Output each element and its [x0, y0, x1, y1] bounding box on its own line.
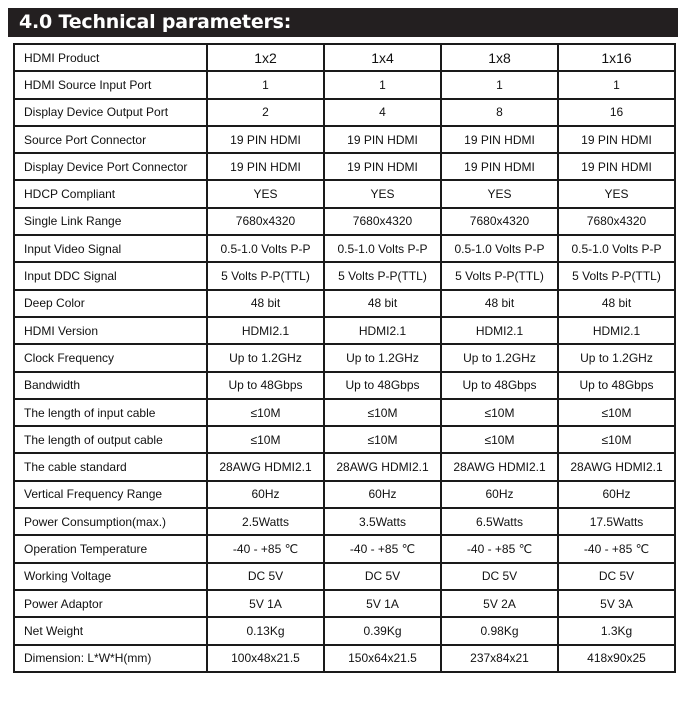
parameter-value: 28AWG HDMI2.1 [207, 453, 324, 480]
parameter-label: Operation Temperature [14, 535, 207, 562]
parameter-value: -40 - +85 ℃ [207, 535, 324, 562]
parameter-value: 1 [441, 71, 558, 98]
product-model-header: 1x16 [558, 44, 675, 71]
parameter-label: HDMI Source Input Port [14, 71, 207, 98]
parameter-value: 28AWG HDMI2.1 [441, 453, 558, 480]
parameter-value: HDMI2.1 [324, 317, 441, 344]
parameter-label: Deep Color [14, 290, 207, 317]
parameter-value: 17.5Watts [558, 508, 675, 535]
parameter-label: The length of output cable [14, 426, 207, 453]
parameter-label: Bandwidth [14, 372, 207, 399]
parameter-value: YES [558, 180, 675, 207]
table-row [14, 399, 675, 426]
parameter-label: Display Device Port Connector [14, 153, 207, 180]
parameter-value: 3.5Watts [324, 508, 441, 535]
parameter-value: 100x48x21.5 [207, 645, 324, 672]
parameter-value: 0.13Kg [207, 617, 324, 644]
product-model-header: 1x4 [324, 44, 441, 71]
parameter-value: 48 bit [207, 290, 324, 317]
parameter-value: 8 [441, 99, 558, 126]
table-row [14, 71, 675, 98]
parameter-value: ≤10M [207, 399, 324, 426]
table-header-row [14, 44, 675, 71]
parameter-label: Dimension: L*W*H(mm) [14, 645, 207, 672]
product-model-header: 1x8 [441, 44, 558, 71]
parameter-value: 6.5Watts [441, 508, 558, 535]
parameter-value: HDMI2.1 [207, 317, 324, 344]
table-row [14, 563, 675, 590]
parameter-label: Power Consumption(max.) [14, 508, 207, 535]
parameter-label: Input DDC Signal [14, 262, 207, 289]
table-row [14, 372, 675, 399]
parameter-value: YES [324, 180, 441, 207]
table-row [14, 344, 675, 371]
parameter-value: 7680x4320 [441, 208, 558, 235]
table-row [14, 481, 675, 508]
parameter-value: DC 5V [558, 563, 675, 590]
parameter-value: DC 5V [207, 563, 324, 590]
parameter-value: Up to 1.2GHz [558, 344, 675, 371]
parameter-value: 5V 3A [558, 590, 675, 617]
parameter-label: The cable standard [14, 453, 207, 480]
parameter-value: Up to 1.2GHz [207, 344, 324, 371]
table-row [14, 645, 675, 672]
parameter-value: -40 - +85 ℃ [558, 535, 675, 562]
parameter-label: The length of input cable [14, 399, 207, 426]
parameter-value: 60Hz [207, 481, 324, 508]
parameter-value: 60Hz [324, 481, 441, 508]
parameter-value: 4 [324, 99, 441, 126]
parameter-value: 0.5-1.0 Volts P-P [324, 235, 441, 262]
section-title: 4.0 Technical parameters: [8, 8, 678, 37]
table-row [14, 290, 675, 317]
table-row [14, 317, 675, 344]
parameter-value: 19 PIN HDMI [324, 126, 441, 153]
parameter-value: HDMI2.1 [441, 317, 558, 344]
parameter-value: 1 [558, 71, 675, 98]
parameter-value: 5 Volts P-P(TTL) [207, 262, 324, 289]
parameter-value: 237x84x21 [441, 645, 558, 672]
parameter-label: Power Adaptor [14, 590, 207, 617]
parameter-value: 48 bit [441, 290, 558, 317]
parameter-value: 19 PIN HDMI [558, 153, 675, 180]
parameter-value: 60Hz [558, 481, 675, 508]
parameter-label: Clock Frequency [14, 344, 207, 371]
parameter-value: 7680x4320 [324, 208, 441, 235]
parameter-value: Up to 48Gbps [441, 372, 558, 399]
parameter-value: 16 [558, 99, 675, 126]
parameter-value: ≤10M [441, 399, 558, 426]
table-row [14, 453, 675, 480]
table-row [14, 508, 675, 535]
parameter-value: 0.98Kg [441, 617, 558, 644]
parameter-label: HDCP Compliant [14, 180, 207, 207]
parameter-value: 60Hz [441, 481, 558, 508]
technical-parameters-table [13, 43, 676, 673]
parameter-value: 5 Volts P-P(TTL) [324, 262, 441, 289]
parameter-value: 5 Volts P-P(TTL) [441, 262, 558, 289]
parameter-value: -40 - +85 ℃ [441, 535, 558, 562]
table-row [14, 262, 675, 289]
parameter-value: 19 PIN HDMI [441, 153, 558, 180]
parameter-value: 48 bit [324, 290, 441, 317]
table-row [14, 180, 675, 207]
parameter-value: ≤10M [324, 426, 441, 453]
parameter-value: 5V 1A [207, 590, 324, 617]
parameter-value: 1 [207, 71, 324, 98]
parameter-value: 19 PIN HDMI [558, 126, 675, 153]
parameter-value: 7680x4320 [558, 208, 675, 235]
table-row [14, 153, 675, 180]
parameter-value: 19 PIN HDMI [207, 153, 324, 180]
table-row [14, 235, 675, 262]
parameter-value: Up to 48Gbps [558, 372, 675, 399]
table-row [14, 590, 675, 617]
parameter-value: 2.5Watts [207, 508, 324, 535]
parameter-label: Vertical Frequency Range [14, 481, 207, 508]
parameter-value: 1 [324, 71, 441, 98]
parameter-value: 19 PIN HDMI [441, 126, 558, 153]
parameter-value: HDMI2.1 [558, 317, 675, 344]
parameter-label: HDMI Version [14, 317, 207, 344]
parameter-value: 0.39Kg [324, 617, 441, 644]
parameter-label: Net Weight [14, 617, 207, 644]
table-row [14, 208, 675, 235]
parameter-value: 19 PIN HDMI [324, 153, 441, 180]
parameter-value: Up to 48Gbps [324, 372, 441, 399]
parameter-value: -40 - +85 ℃ [324, 535, 441, 562]
parameter-label: Single Link Range [14, 208, 207, 235]
table-row [14, 535, 675, 562]
parameter-value: 5 Volts P-P(TTL) [558, 262, 675, 289]
parameter-value: 418x90x25 [558, 645, 675, 672]
parameter-value: 5V 1A [324, 590, 441, 617]
parameter-label: HDMI Product [14, 44, 207, 71]
parameter-value: YES [207, 180, 324, 207]
parameter-value: 0.5-1.0 Volts P-P [207, 235, 324, 262]
parameter-value: Up to 1.2GHz [441, 344, 558, 371]
parameter-value: 7680x4320 [207, 208, 324, 235]
table-row [14, 617, 675, 644]
parameter-value: ≤10M [558, 399, 675, 426]
parameter-value: 28AWG HDMI2.1 [324, 453, 441, 480]
parameter-value: 150x64x21.5 [324, 645, 441, 672]
parameter-label: Source Port Connector [14, 126, 207, 153]
parameter-value: Up to 48Gbps [207, 372, 324, 399]
parameter-value: Up to 1.2GHz [324, 344, 441, 371]
parameter-value: DC 5V [324, 563, 441, 590]
parameter-value: ≤10M [324, 399, 441, 426]
parameter-value: 19 PIN HDMI [207, 126, 324, 153]
parameter-label: Display Device Output Port [14, 99, 207, 126]
parameter-value: 5V 2A [441, 590, 558, 617]
table-row [14, 426, 675, 453]
parameter-value: DC 5V [441, 563, 558, 590]
parameter-value: 48 bit [558, 290, 675, 317]
parameter-label: Working Voltage [14, 563, 207, 590]
parameter-label: Input Video Signal [14, 235, 207, 262]
parameter-value: 28AWG HDMI2.1 [558, 453, 675, 480]
parameter-value: ≤10M [441, 426, 558, 453]
parameter-value: ≤10M [207, 426, 324, 453]
table-row [14, 99, 675, 126]
parameter-value: ≤10M [558, 426, 675, 453]
parameter-value: YES [441, 180, 558, 207]
parameter-value: 2 [207, 99, 324, 126]
parameter-value: 1.3Kg [558, 617, 675, 644]
parameter-value: 0.5-1.0 Volts P-P [558, 235, 675, 262]
product-model-header: 1x2 [207, 44, 324, 71]
parameter-value: 0.5-1.0 Volts P-P [441, 235, 558, 262]
table-row [14, 126, 675, 153]
